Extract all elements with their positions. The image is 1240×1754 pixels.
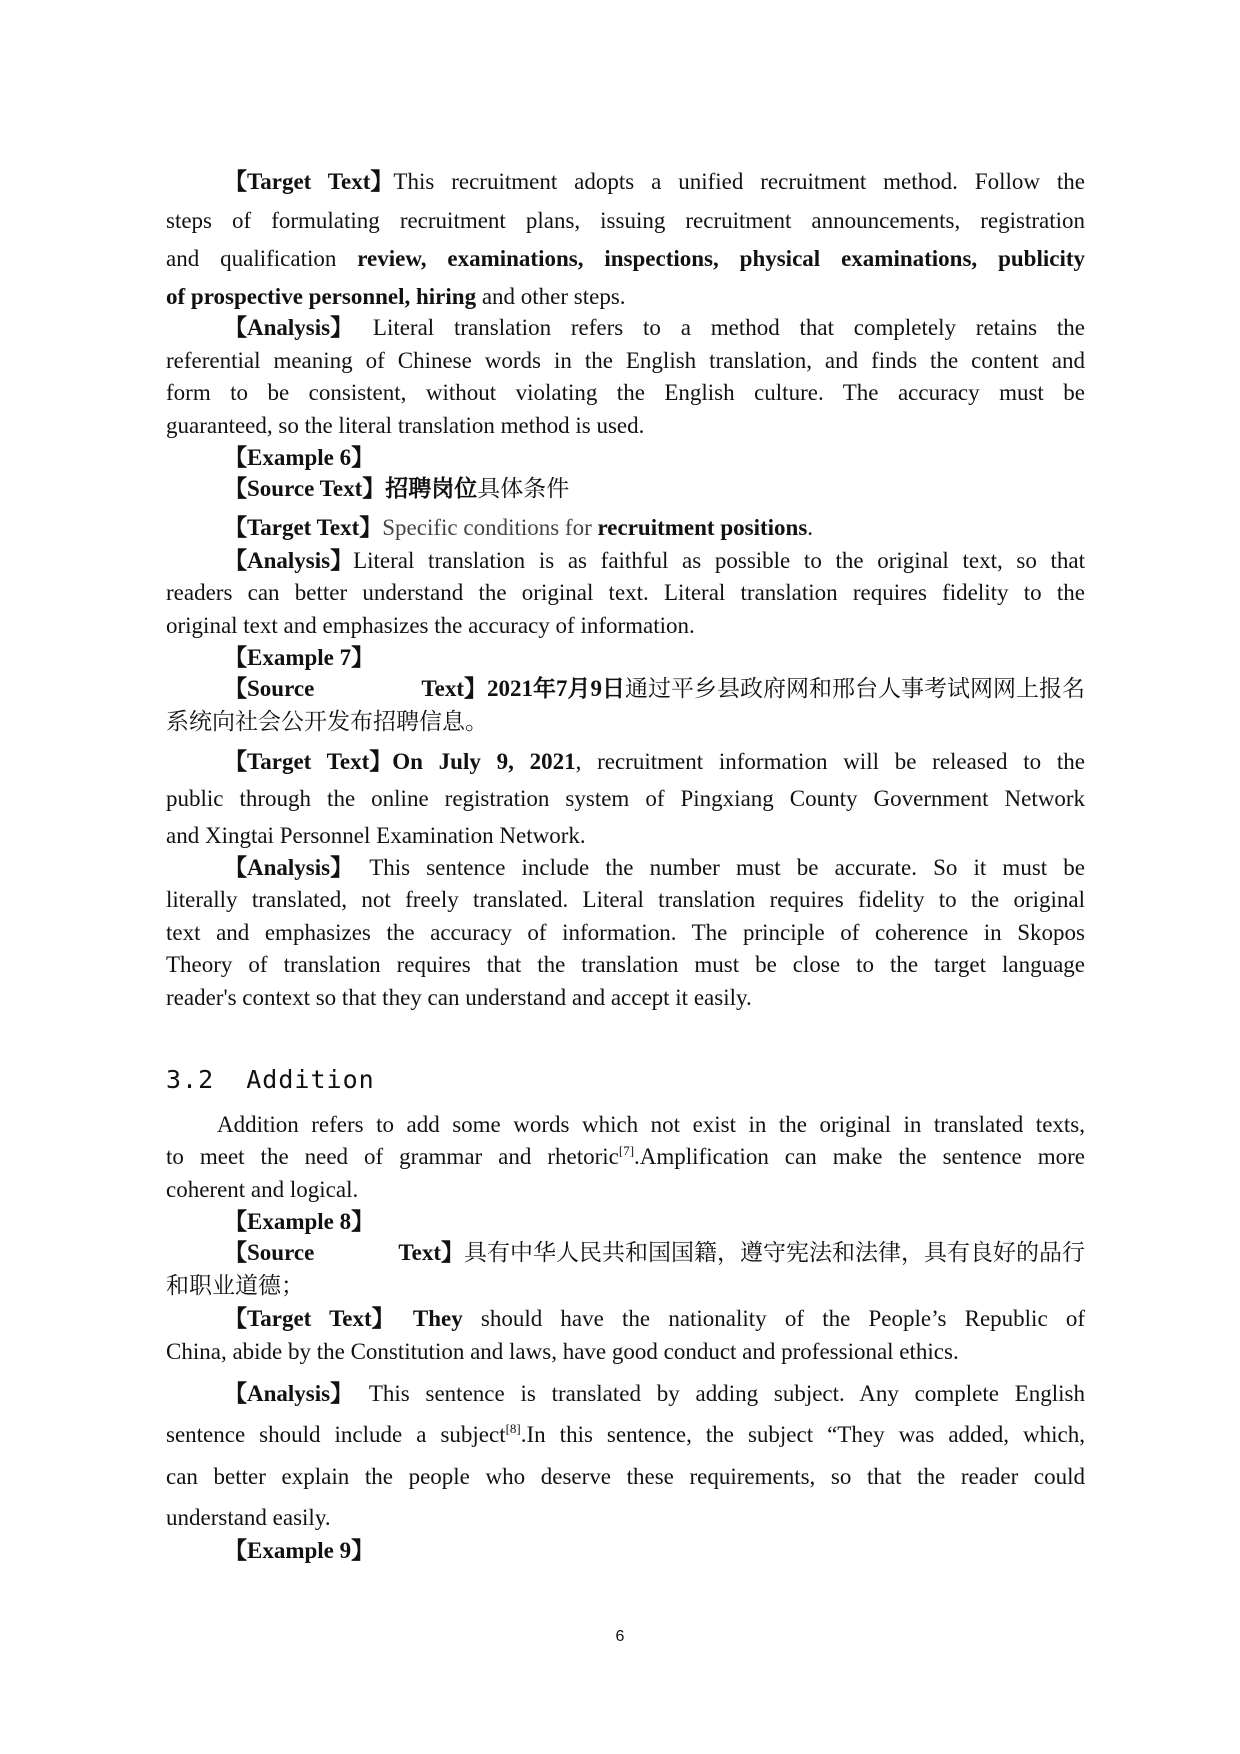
- text-segment: public through the online registration system of Pingxiang County Government Network: [166, 786, 1085, 811]
- text-line: [166, 983, 752, 1013]
- text-segment: sentence should include a subject: [166, 1422, 506, 1447]
- text-segment: .: [807, 515, 814, 540]
- text-segment: .Amplification can make the sentence more: [634, 1144, 1085, 1169]
- bold-text: review, examinations, inspections, physical examinations, publicity: [357, 246, 1085, 271]
- text-line: [224, 643, 374, 673]
- bold-text: 【Analysis】: [224, 1381, 354, 1406]
- text-segment: can better explain the people who deserve these requirements, so that the reader could: [166, 1464, 1085, 1489]
- text-line: [224, 1304, 1085, 1334]
- text-segment: form to be consistent, without violating the English culture. The accuracy must be: [166, 380, 1085, 405]
- citation-ref: [7]: [618, 1143, 635, 1158]
- text-line: [166, 1420, 1085, 1450]
- bold-text: On July 9, 2021: [392, 749, 576, 774]
- text-line: [224, 513, 813, 543]
- bold-text: 2021年7月9日: [487, 676, 625, 701]
- bold-text: 【Example 8】: [224, 1209, 375, 1234]
- bold-text: 【Example 7】: [224, 645, 375, 670]
- bold-text: 【Target Text】: [224, 169, 394, 194]
- bold-text: 【Target Text】: [224, 1306, 395, 1331]
- bold-text: of prospective personnel, hiring: [166, 284, 477, 309]
- text-segment: reader's context so that they can understand and accept it easily.: [166, 985, 752, 1010]
- text-segment: .In this sentence, the subject “They was added, which,: [520, 1422, 1085, 1447]
- bold-text: 招聘岗位: [385, 476, 478, 501]
- text-segment: 通过平乡县政府网和邢台人事考试网网上报名: [625, 676, 1085, 701]
- text-segment: coherent and logical.: [166, 1177, 359, 1202]
- text-segment: and Xingtai Personnel Examination Network.: [166, 823, 586, 848]
- text-segment: referential meaning of Chinese words in the English translation, and finds the content and: [166, 348, 1085, 373]
- text-line: [166, 918, 1085, 948]
- bold-text: 【Analysis】: [224, 315, 354, 340]
- text-line: [224, 1379, 1085, 1409]
- text-line: [166, 1337, 959, 1367]
- bold-text: recruitment positions: [597, 515, 808, 540]
- text-line: [166, 378, 1085, 408]
- text-segment: China, abide by the Constitution and laws, have good conduct and professional ethics.: [166, 1339, 959, 1364]
- text-line: [224, 167, 1085, 197]
- text-segment: and other steps.: [476, 284, 626, 309]
- bold-text: 【Source Text】: [224, 676, 487, 701]
- page-number: 6: [615, 1628, 625, 1645]
- text-line: [166, 282, 626, 312]
- text-segment: Addition refers to add some words which not exist in the original in translated texts,: [217, 1112, 1085, 1137]
- text-segment: This sentence is translated by adding subject. Any complete English: [353, 1381, 1085, 1406]
- text-line: [224, 1207, 374, 1237]
- bold-text: 【Example 6】: [224, 445, 375, 470]
- text-line: [224, 747, 1085, 777]
- text-line: [166, 1503, 331, 1533]
- text-line: [166, 411, 644, 441]
- text-line: [166, 950, 1085, 980]
- text-line: [224, 474, 569, 504]
- text-line: [166, 1142, 1085, 1172]
- text-line: [166, 206, 1085, 236]
- text-segment: This sentence include the number must be accurate. So it must be: [353, 855, 1085, 880]
- text-line: [166, 578, 1085, 608]
- text-line: [166, 1175, 358, 1205]
- text-line: [224, 443, 374, 473]
- text-line: [166, 1462, 1085, 1492]
- text-segment: 系统向社会公开发布招聘信息。: [166, 709, 488, 734]
- text-line: [224, 1238, 1085, 1268]
- text-line: [166, 707, 488, 737]
- text-segment: original text and emphasizes the accuracy of information.: [166, 613, 695, 638]
- text-segment: , recruitment information will be released to the: [575, 749, 1085, 774]
- text-line: [166, 1271, 304, 1301]
- text-segment: and qualification: [166, 246, 358, 271]
- text-line: [166, 611, 695, 641]
- bold-text: 【Target Text】: [224, 749, 393, 774]
- bold-text: They: [394, 1306, 463, 1331]
- citation-ref: [8]: [505, 1421, 521, 1436]
- text-segment: Specific conditions for: [382, 515, 598, 540]
- text-segment: 具有中华人民共和国国籍，遵守宪法和法律，具有良好的品行: [464, 1240, 1085, 1265]
- text-segment: Literal translation refers to a method that completely retains the: [353, 315, 1085, 340]
- text-line: [224, 1536, 374, 1566]
- text-segment: understand easily.: [166, 1505, 331, 1530]
- text-line: [166, 784, 1085, 814]
- text-line: [166, 244, 1085, 274]
- text-segment: Theory of translation requires that the translation must be close to the target language: [166, 952, 1085, 977]
- bold-text: 【Analysis】: [224, 855, 354, 880]
- text-line: [224, 546, 1085, 576]
- text-line: [166, 821, 586, 851]
- text-segment: 具体条件: [477, 476, 570, 501]
- text-segment: readers can better understand the original text. Literal translation requires fidelity to the: [166, 580, 1085, 605]
- text-segment: literally translated, not freely translated. Literal translation requires fidelity to the original: [166, 887, 1085, 912]
- text-segment: should have the nationality of the People’s Republic of: [462, 1306, 1085, 1331]
- bold-text: 【Example 9】: [224, 1538, 375, 1563]
- text-segment: text and emphasizes the accuracy of information. The principle of coherence in Skopos: [166, 920, 1085, 945]
- text-segment: guaranteed, so the literal translation method is used.: [166, 413, 645, 438]
- text-line: [166, 346, 1085, 376]
- text-line: [224, 853, 1085, 883]
- bold-text: 【Source Text】: [224, 1240, 464, 1265]
- text-segment: Literal translation is as faithful as possible to the original text, so that: [353, 548, 1085, 573]
- text-line: [166, 885, 1085, 915]
- text-line: [217, 1110, 1085, 1140]
- section-heading: 3.2 Addition: [166, 1065, 375, 1094]
- text-segment: 和职业道德；: [166, 1273, 304, 1298]
- text-line: [224, 313, 1085, 343]
- bold-text: 【Analysis】: [224, 548, 354, 573]
- text-segment: steps of formulating recruitment plans, issuing recruitment announcements, registration: [166, 208, 1085, 233]
- text-line: [224, 674, 1085, 704]
- text-segment: to meet the need of grammar and rhetoric: [166, 1144, 619, 1169]
- bold-text: 【Target Text】: [224, 515, 383, 540]
- bold-text: 【Source Text】: [224, 476, 386, 501]
- text-segment: This recruitment adopts a unified recruitment method. Follow the: [393, 169, 1085, 194]
